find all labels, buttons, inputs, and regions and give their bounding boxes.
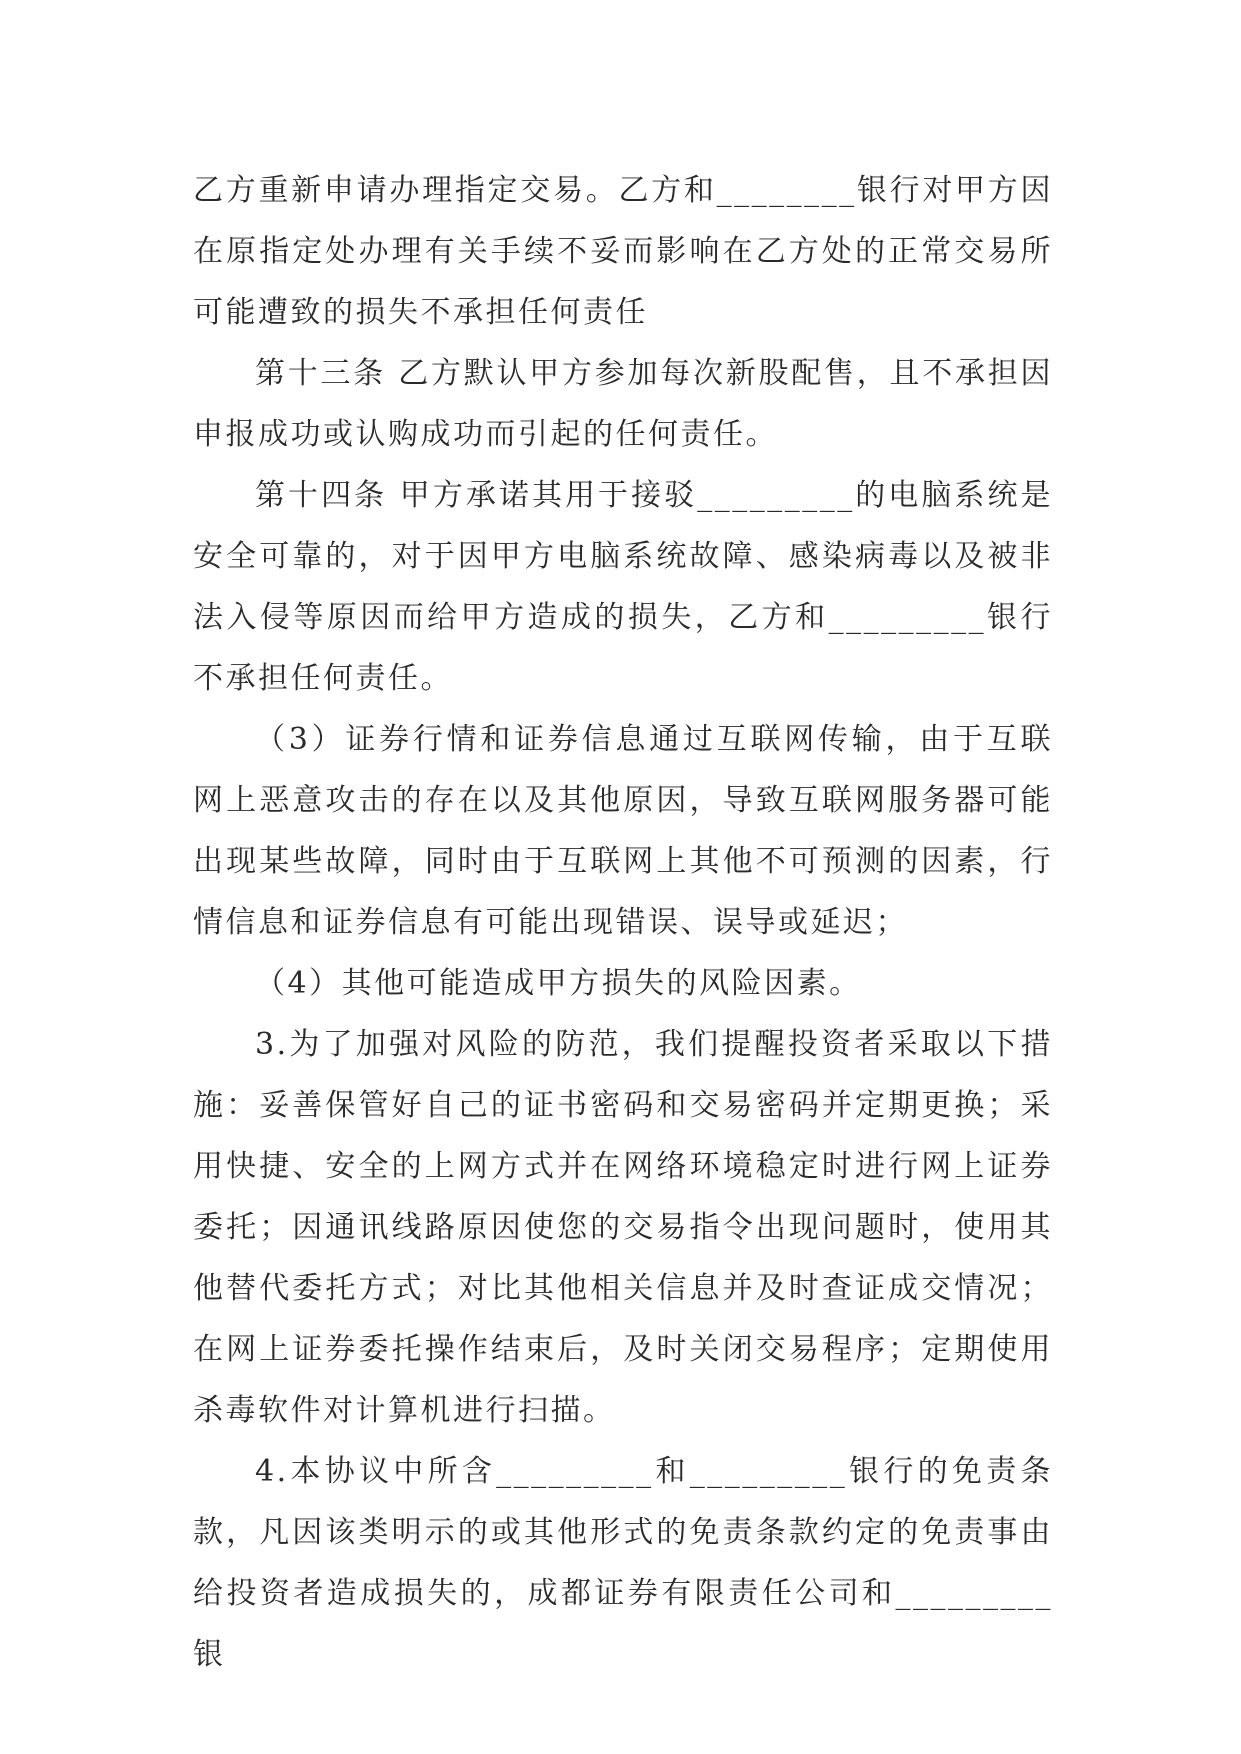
paragraph-continuation: 乙方重新申请办理指定交易。乙方和________银行对甲方因在原指定处办理有关手续不妥而影响在乙方处的正常交易所可能遭致的损失不承担任何责任 [193, 173, 1053, 330]
document-body [193, 160, 1053, 1685]
paragraph-item-4-exemption: 4.本协议中所含_________和_________银行的免责条款，凡因该类明示的或其他形式的免责条款约定的免责事由给投资者造成损失的，成都证券有限责任公司和_________银 [193, 1454, 1053, 1672]
paragraph-article-13: 第十三条 乙方默认甲方参加每次新股配售，且不承担因申报成功或认购成功而引起的任何责任。 [193, 356, 1053, 452]
paragraph-item-3-precautions: 3.为了加强对风险的防范，我们提醒投资者采取以下措施：妥善保管好自己的证书密码和交易密码并定期更换；采用快捷、安全的上网方式并在网络环境稳定时进行网上证券委托；因通讯线路原因使您的交易指令出现问题时，使用其他替代委托方式；对比其他相关信息并及时查证成交情况；在网上证券委托操作结束后，及时关闭交易程序；定期使用杀毒软件对计算机进行扫描。 [193, 1027, 1053, 1428]
paragraph-risk-3: （3）证券行情和证券信息通过互联网传输，由于互联网上恶意攻击的存在以及其他原因，导致互联网服务器可能出现某些故障，同时由于互联网上其他不可预测的因素，行情信息和证券信息有可能出现错误、误导或延迟； [193, 722, 1053, 940]
paragraph-risk-4: （4）其他可能造成甲方损失的风险因素。 [255, 966, 862, 1001]
paragraph-article-14: 第十四条 甲方承诺其用于接驳_________的电脑系统是安全可靠的，对于因甲方电脑系统故障、感染病毒以及被非法入侵等原因而给甲方造成的损失，乙方和_________银行不承担任何责任。 [193, 478, 1053, 696]
